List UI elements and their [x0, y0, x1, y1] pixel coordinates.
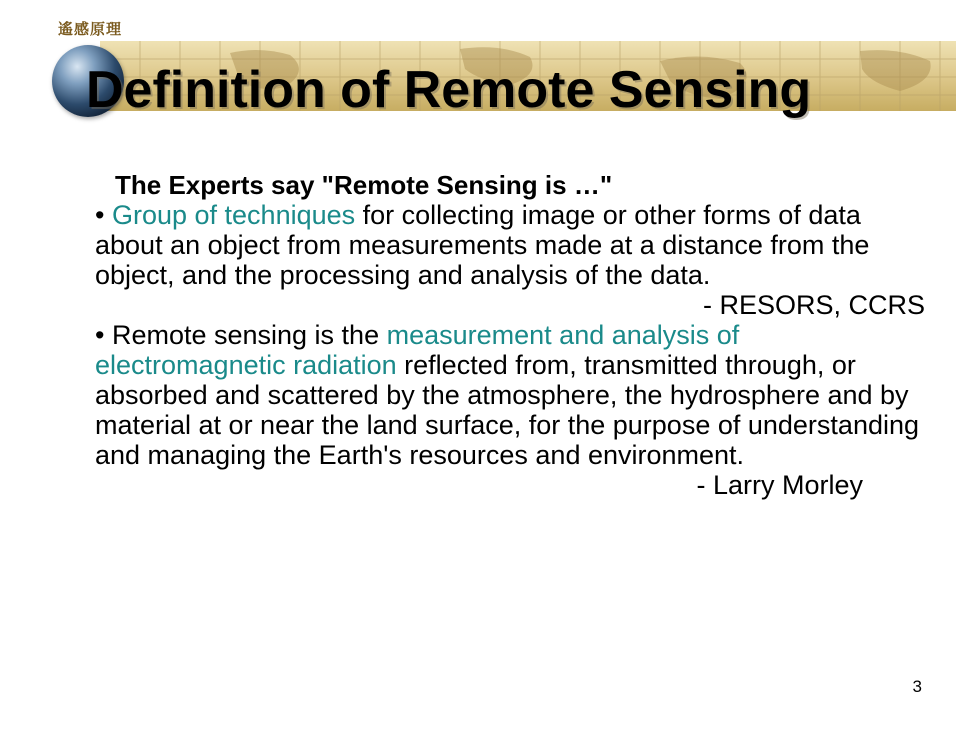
- slide-title: Definition of Remote Sensing: [86, 61, 812, 119]
- slide-body: [95, 170, 925, 500]
- page-number: 3: [912, 677, 922, 696]
- course-logo-text: 遙感原理: [58, 20, 123, 38]
- definition-2: [95, 320, 925, 470]
- bullet-1: •: [95, 200, 105, 230]
- definition-2-highlight: measurement and analysis of electromagnetic radiation: [95, 320, 740, 380]
- definition-1: [95, 200, 925, 290]
- definition-2-source: - Larry Morley: [696, 470, 863, 500]
- definition-1-text: for collecting image or other forms of data about an object from measurements made at a distance from the object, and the processing and analysis of the data.: [95, 200, 870, 290]
- definition-1-source: - RESORS, CCRS: [702, 290, 925, 320]
- definition-1-highlight: Group of techniques: [111, 200, 356, 230]
- definition-2-lead: Remote sensing is the: [104, 320, 387, 350]
- bullet-2: •: [95, 320, 105, 350]
- lead-line: The Experts say "Remote Sensing is …": [115, 170, 613, 200]
- definition-2-text: reflected from, transmitted through, or absorbed and scattered by the atmosphere, the hydrosphere and by material at or near the land surface, for the purpose of understanding and managing the Earth's resources and environment.: [95, 350, 920, 470]
